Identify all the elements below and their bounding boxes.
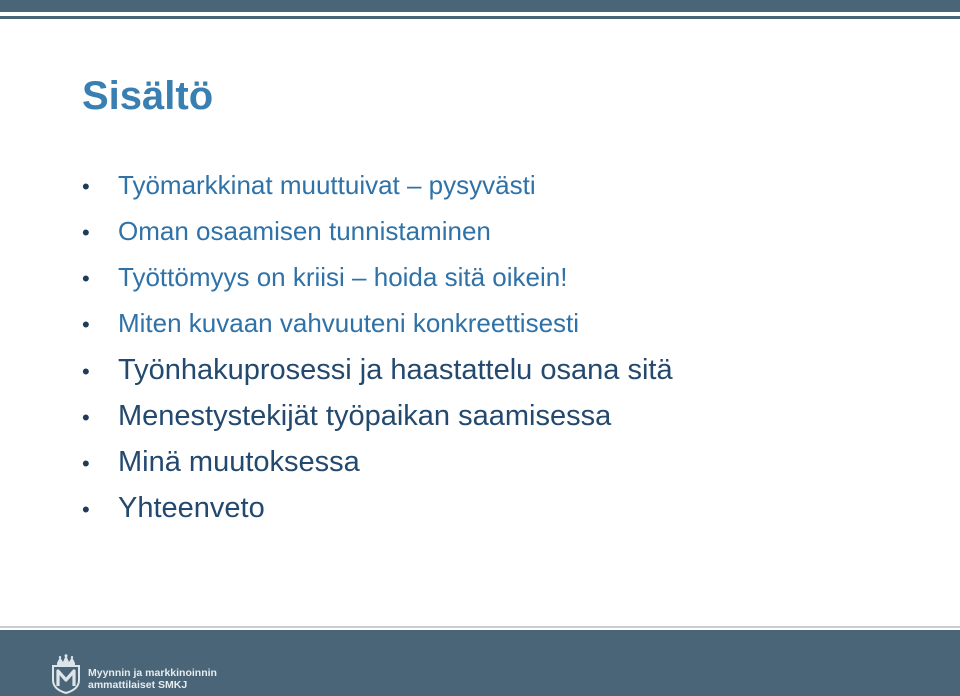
bullet-text: Menestystekijät työpaikan saamisessa — [118, 400, 612, 432]
slide-title: Sisältö — [82, 74, 214, 118]
bullet-item — [82, 400, 673, 446]
top-band-thin — [0, 16, 960, 19]
bullet-item — [82, 262, 673, 308]
bullet-icon: • — [82, 220, 90, 245]
bullet-icon: • — [82, 497, 90, 522]
bullet-icon: • — [82, 451, 90, 476]
smkj-logo-icon — [50, 654, 82, 694]
footer-divider — [0, 626, 960, 628]
bullet-list — [82, 170, 673, 538]
bullet-text: Työttömyys on kriisi – hoida sitä oikein! — [118, 262, 568, 292]
bullet-icon: • — [82, 359, 90, 384]
bullet-item — [82, 216, 673, 262]
bullet-text: Miten kuvaan vahvuuteni konkreettisesti — [118, 308, 580, 338]
footer-org-name — [88, 667, 217, 691]
footer-org-line2: ammattilaiset SMKJ — [88, 679, 188, 691]
bullet-icon: • — [82, 405, 90, 430]
bullet-text: Työnhakuprosessi ja haastattelu osana sitä — [118, 354, 673, 386]
bullet-item — [82, 170, 673, 216]
footer-org-line1: Myynnin ja markkinoinnin — [88, 667, 217, 679]
bullet-text: Minä muutoksessa — [118, 446, 360, 478]
bullet-item — [82, 354, 673, 400]
bullet-icon: • — [82, 266, 90, 291]
bullet-item — [82, 308, 673, 354]
bullet-item — [82, 492, 673, 538]
bullet-icon: • — [82, 312, 90, 337]
bullet-text: Yhteenveto — [118, 492, 265, 524]
top-band — [0, 0, 960, 12]
bullet-icon: • — [82, 174, 90, 199]
bullet-text: Työmarkkinat muuttuivat – pysyvästi — [118, 170, 536, 200]
bullet-item — [82, 446, 673, 492]
bullet-text: Oman osaamisen tunnistaminen — [118, 216, 491, 246]
